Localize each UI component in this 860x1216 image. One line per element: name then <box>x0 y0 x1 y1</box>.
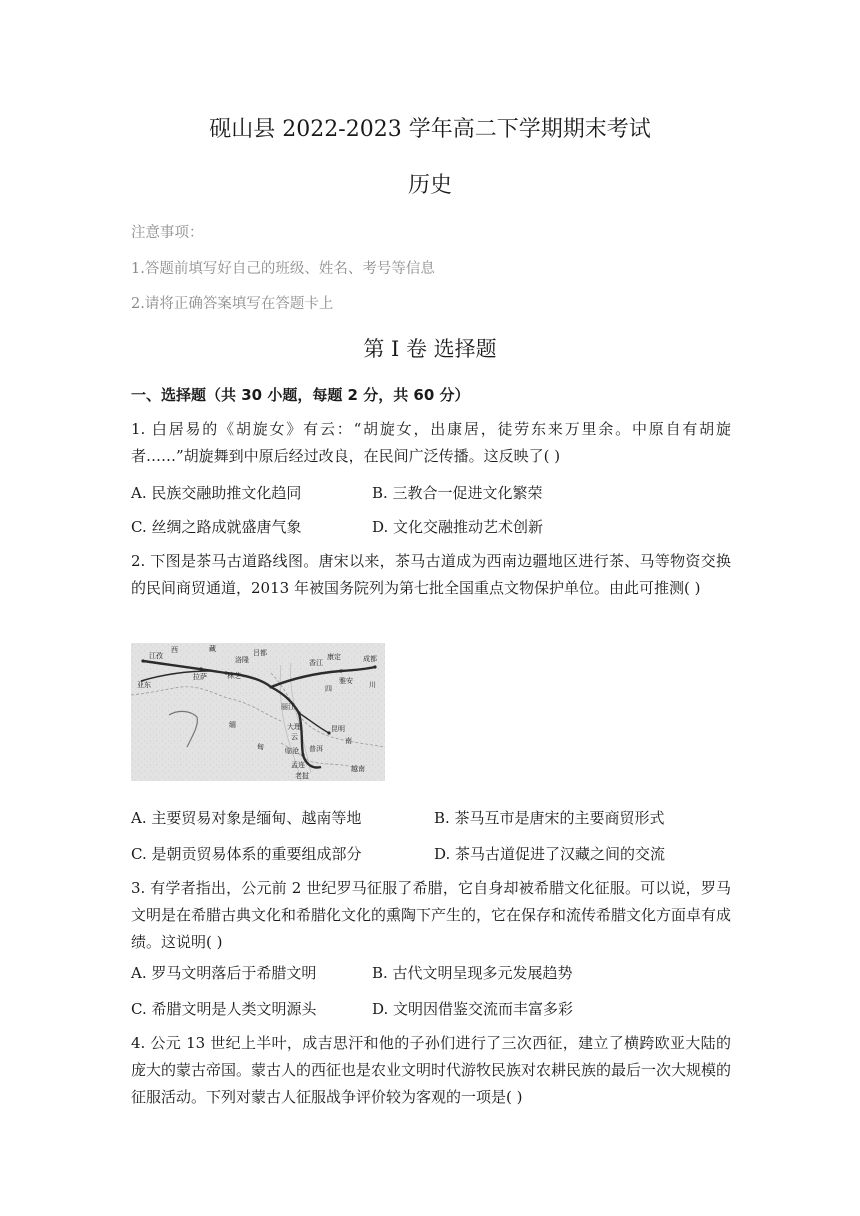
map-label-si: 四 <box>325 685 332 693</box>
notice-item-2: 2.请将正确答案填写在答题卡上 <box>131 296 334 312</box>
exam-title: 砚山县 2022-2023 学年高二下学期期末考试 <box>209 117 651 142</box>
map-label-luolong: 洛隆 <box>235 656 249 664</box>
map-label-lvdu: 吕都 <box>253 649 267 657</box>
map-label-dian: 甸 <box>257 743 264 751</box>
question-1: 1. 白居易的《胡旋女》有云：“胡旋女，出康居，徒劳东来万里余。中原自有胡旋者……”胡旋舞到中原后经过改良，在民间广泛传播。这反映了( ) <box>131 420 731 465</box>
map-label-yun: 云 <box>291 733 298 741</box>
map-label-xiangjiang: 香江 <box>309 659 323 667</box>
notice-heading: 注意事项： <box>131 225 204 241</box>
question-3-option-b: B. 古代文明呈现多元发展趋势 <box>372 964 573 982</box>
map-label-yaan: 雅安 <box>339 677 353 685</box>
map-label-mian: 缅 <box>229 721 236 729</box>
question-3-option-d: D. 文明因借鉴交流而丰富多彩 <box>372 1000 574 1018</box>
question-2-option-d: D. 茶马古道促进了汉藏之间的交流 <box>434 845 666 863</box>
map-label-lasa: 拉萨 <box>193 673 207 681</box>
map-label-jiangzi: 江孜 <box>149 652 163 660</box>
map-label-laowo: 老挝 <box>295 772 309 780</box>
map-label-chuan: 川 <box>369 681 376 689</box>
question-3: 3. 有学者指出，公元前 2 世纪罗马征服了希腊，它自身却被希腊文化征服。可以说，罗马文明是在希腊古典文化和希腊化文化的熏陶下产生的，它在保存和流传希腊文化方面卓有成绩。这说明( ) <box>131 879 732 951</box>
map-label-nan: 南 <box>345 737 352 745</box>
map-label-yuenan: 越南 <box>351 765 365 773</box>
map-label-linzhi: 林芝 <box>227 672 241 680</box>
exam-subject: 历史 <box>407 173 452 198</box>
question-1-option-c: C. 丝绸之路成就盛唐气象 <box>131 518 302 536</box>
tea-horse-road-map <box>131 643 385 781</box>
map-label-lincang: 临沧 <box>285 747 299 755</box>
map-label-puer: 普洱 <box>309 745 323 753</box>
question-2-option-c: C. 是朝贡贸易体系的重要组成部分 <box>131 845 362 863</box>
map-label-kangding: 康定 <box>327 653 341 661</box>
question-2: 2. 下图是茶马古道路线图。唐宋以来，茶马古道成为西南边疆地区进行茶、马等物资交换的民间商贸通道，2013 年被国务院列为第七批全国重点文物保护单位。由此可推测( ) <box>131 552 731 597</box>
question-3-option-a: A. 罗马文明落后于希腊文明 <box>131 964 317 982</box>
question-1-option-b: B. 三教合一促进文化繁荣 <box>372 484 543 502</box>
map-label-yadong: 亚东 <box>137 681 151 689</box>
map-label-menglian: 孟连 <box>291 761 305 769</box>
notice-item-1: 1.答题前填写好自己的班级、姓名、考号等信息 <box>131 261 435 277</box>
question-4: 4. 公元 13 世纪上半叶，成吉思汗和他的子孙们进行了三次西征，建立了横跨欧亚大陆的庞大的蒙古帝国。蒙古人的西征也是农业文明时代游牧民族对农耕民族的最后一次大规模的征服活动。下列对蒙古人征服战争评价较为客观的一项是( ) <box>131 1034 732 1106</box>
section-title: 第 I 卷 选择题 <box>363 337 497 361</box>
map-label-kunming: 昆明 <box>331 725 345 733</box>
map-label-zang: 藏 <box>209 645 216 653</box>
question-2-option-b: B. 茶马互市是唐宋的主要商贸形式 <box>434 809 665 827</box>
map-label-xi: 西 <box>171 646 178 654</box>
map-label-lijiang: 丽江 <box>281 703 295 711</box>
question-1-option-a: A. 民族交融助推文化趋同 <box>131 484 302 502</box>
part-heading: 一、选择题（共 30 小题，每题 2 分，共 60 分） <box>131 386 470 404</box>
question-1-option-d: D. 文化交融推动艺术创新 <box>372 518 544 536</box>
map-label-dali: 大理 <box>287 723 301 731</box>
question-2-option-a: A. 主要贸易对象是缅甸、越南等地 <box>131 809 362 827</box>
question-3-option-c: C. 希腊文明是人类文明源头 <box>131 1000 317 1018</box>
map-label-chengdu: 成都 <box>363 655 377 663</box>
